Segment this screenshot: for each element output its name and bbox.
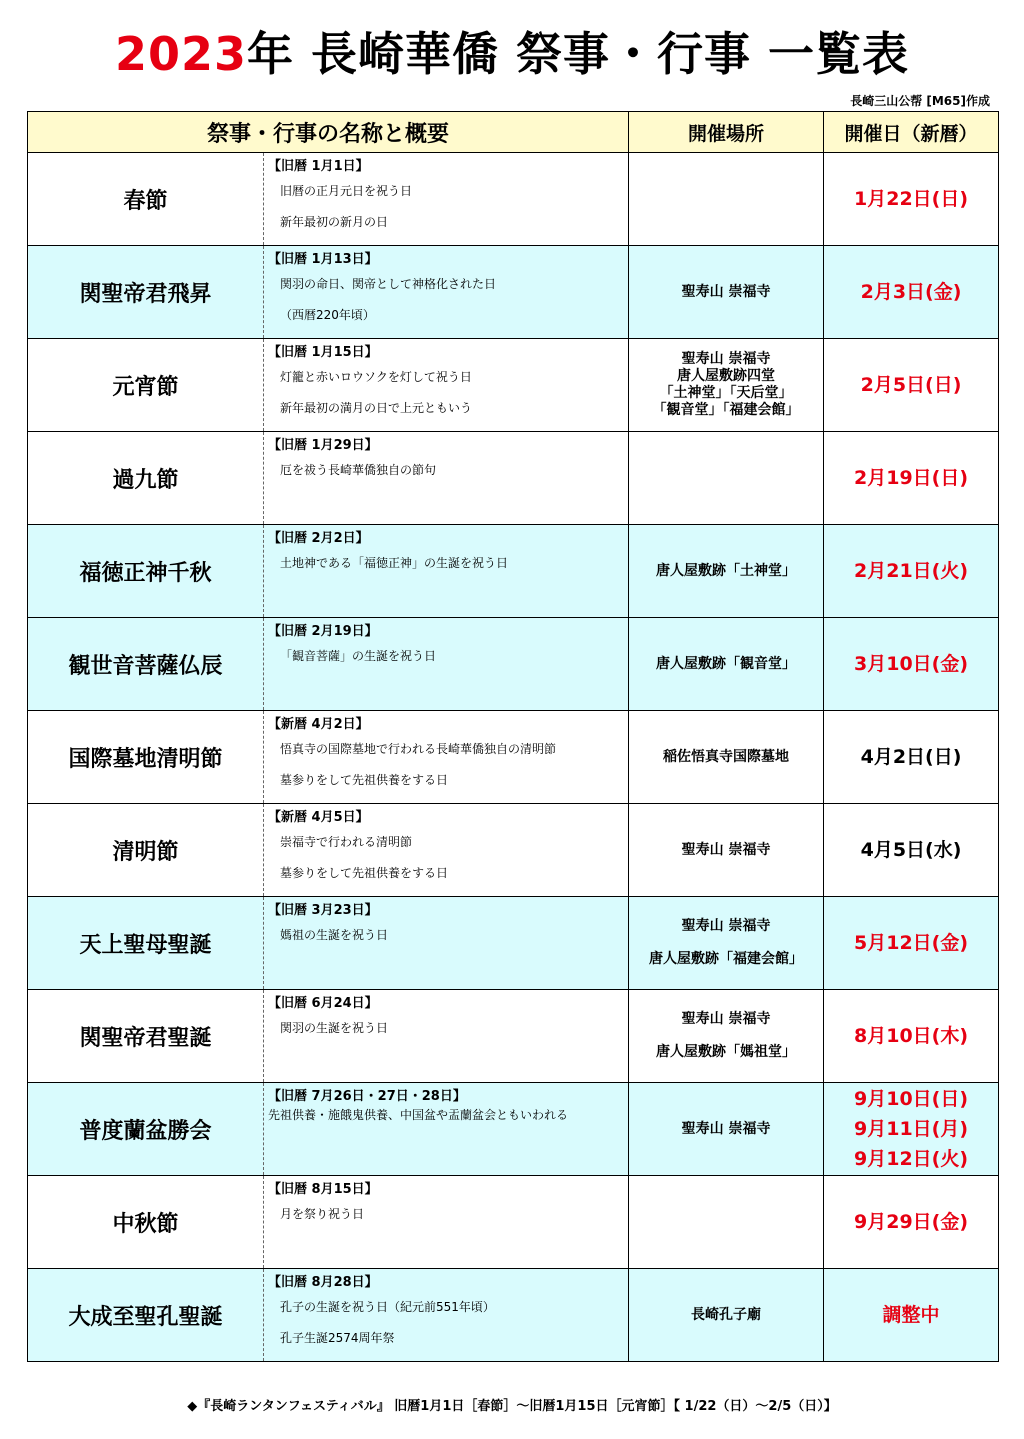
- event-description: [264, 618, 629, 711]
- event-venue: [629, 711, 824, 804]
- event-desc-line: 崇福寺で行われる清明節: [280, 835, 413, 849]
- event-lunar-date: 【旧暦 6月24日】: [268, 996, 378, 1011]
- event-description: [264, 153, 629, 246]
- event-venue: [629, 432, 824, 525]
- event-date-line: 9月29日(金): [854, 1211, 969, 1233]
- event-name: 清明節: [28, 804, 264, 897]
- table-row: [28, 897, 999, 990]
- table-row: [28, 804, 999, 897]
- table-row: [28, 1269, 999, 1362]
- event-date-line: 2月21日(火): [854, 560, 969, 582]
- event-desc-line: 墓参りをして先祖供養をする日: [280, 773, 449, 787]
- event-lunar-date: 【旧暦 1月15日】: [268, 345, 378, 360]
- event-date: [824, 153, 999, 246]
- event-venue: [629, 153, 824, 246]
- footer-note: ◆『長崎ランタンフェスティバル』 旧暦1月1日［春節］～旧暦1月15日［元宵節］【 1/22（日）～2/5（日）】: [187, 1399, 837, 1414]
- event-date-line: 調整中: [882, 1304, 940, 1326]
- event-date: [824, 1083, 999, 1176]
- event-name: 関聖帝君飛昇: [28, 246, 264, 339]
- table-row: [28, 432, 999, 525]
- event-desc-line: 月を祭り祝う日: [280, 1207, 365, 1221]
- event-venue: [629, 246, 824, 339]
- event-description: [264, 711, 629, 804]
- header-date: 開催日（新暦）: [824, 112, 999, 153]
- event-desc-line: 新年最初の新月の日: [280, 215, 389, 229]
- table-row: [28, 153, 999, 246]
- event-desc-line: 旧暦の正月元日を祝う日: [280, 184, 413, 198]
- event-desc-line: 媽祖の生誕を祝う日: [280, 928, 389, 942]
- event-date-line: 4月2日(日): [860, 746, 962, 768]
- table-header-row: [28, 112, 999, 153]
- event-date: [824, 897, 999, 990]
- event-name: 元宵節: [28, 339, 264, 432]
- event-lunar-date: 【旧暦 1月29日】: [268, 438, 378, 453]
- event-date-line: 4月5日(水): [860, 839, 962, 861]
- event-venue: [629, 1083, 824, 1176]
- event-venue-line: 聖寿山 崇福寺: [681, 1120, 771, 1137]
- event-date: [824, 432, 999, 525]
- event-lunar-date: 【新暦 4月2日】: [268, 717, 369, 732]
- event-venue-line: 長崎孔子廟: [691, 1306, 762, 1323]
- event-name: 中秋節: [28, 1176, 264, 1269]
- event-venue: [629, 897, 824, 990]
- event-venue-line: 唐人屋敷跡四堂: [677, 368, 776, 384]
- event-desc-line: 厄を祓う長崎華僑独自の節句: [280, 463, 437, 477]
- event-venue: [629, 525, 824, 618]
- event-lunar-date: 【旧暦 7月26日・27日・28日】: [268, 1089, 466, 1104]
- page-title: [0, 18, 1024, 84]
- event-date: [824, 618, 999, 711]
- table-row: [28, 990, 999, 1083]
- event-venue: [629, 618, 824, 711]
- event-venue-line: 「土神堂」「天后堂」: [659, 385, 793, 401]
- table-row: [28, 1176, 999, 1269]
- event-name: 普度蘭盆勝会: [28, 1083, 264, 1176]
- event-name: 過九節: [28, 432, 264, 525]
- event-desc-line: 孔子の生誕を祝う日（紀元前551年頃）: [280, 1300, 495, 1314]
- event-name: 関聖帝君聖誕: [28, 990, 264, 1083]
- event-date-line: 2月19日(日): [854, 467, 969, 489]
- event-desc-line: 灯籠と赤いロウソクを灯して祝う日: [280, 370, 472, 384]
- table-row: [28, 525, 999, 618]
- event-date-line: 5月12日(金): [854, 932, 969, 954]
- event-date-line: 1月22日(日): [854, 188, 969, 210]
- event-venue-line: 唐人屋敷跡「媽祖堂」: [656, 1044, 797, 1060]
- event-desc-line: 孔子生誕2574周年祭: [280, 1331, 395, 1345]
- title-text: 年 長崎華僑 祭事・行事 一覧表: [246, 27, 910, 81]
- event-venue-line: 稲佐悟真寺国際墓地: [663, 748, 790, 765]
- event-description: [264, 339, 629, 432]
- event-name: 大成至聖孔聖誕: [28, 1269, 264, 1362]
- event-venue-line: 聖寿山 崇福寺: [681, 1011, 771, 1027]
- event-date-line: 3月10日(金): [854, 653, 969, 675]
- event-description: [264, 246, 629, 339]
- event-venue-line: 唐人屋敷跡「福建会館」: [649, 951, 804, 967]
- event-venue: [629, 339, 824, 432]
- table-body: [28, 153, 999, 1362]
- event-venue-line: 聖寿山 崇福寺: [681, 841, 771, 858]
- header-name: 祭事・行事の名称と概要: [28, 112, 629, 153]
- event-lunar-date: 【新暦 4月5日】: [268, 810, 369, 825]
- event-name: 天上聖母聖誕: [28, 897, 264, 990]
- event-venue-line: 唐人屋敷跡「観音堂」: [656, 655, 797, 672]
- event-description: [264, 432, 629, 525]
- event-date-line: 2月3日(金): [860, 281, 962, 303]
- event-date-line: 9月11日(月): [854, 1118, 969, 1140]
- event-date: [824, 1269, 999, 1362]
- event-date-line: 9月10日(日): [854, 1088, 969, 1110]
- event-name: 春節: [28, 153, 264, 246]
- table-row: [28, 618, 999, 711]
- events-table: [27, 111, 999, 1362]
- event-venue: [629, 990, 824, 1083]
- table-row: [28, 711, 999, 804]
- event-desc-line: （西暦220年頃）: [280, 308, 375, 322]
- event-venue: [629, 804, 824, 897]
- event-description: [264, 525, 629, 618]
- event-date: [824, 711, 999, 804]
- event-name: 福徳正神千秋: [28, 525, 264, 618]
- event-description: [264, 1083, 629, 1176]
- event-venue: [629, 1176, 824, 1269]
- event-lunar-date: 【旧暦 2月2日】: [268, 531, 369, 546]
- event-venue-line: 唐人屋敷跡「土神堂」: [656, 562, 797, 579]
- event-desc-line: 悟真寺の国際墓地で行われる長崎華僑独自の清明節: [280, 742, 557, 756]
- event-venue-line: 聖寿山 崇福寺: [681, 351, 771, 367]
- event-date: [824, 339, 999, 432]
- event-lunar-date: 【旧暦 3月23日】: [268, 903, 378, 918]
- event-venue-line: 聖寿山 崇福寺: [681, 918, 771, 934]
- event-venue: [629, 1269, 824, 1362]
- event-desc-line: 土地神である「福徳正神」の生誕を祝う日: [280, 556, 509, 570]
- event-venue-line: 聖寿山 崇福寺: [681, 283, 771, 300]
- event-date: [824, 1176, 999, 1269]
- event-lunar-date: 【旧暦 2月19日】: [268, 624, 378, 639]
- event-lunar-date: 【旧暦 1月1日】: [268, 159, 369, 174]
- event-date: [824, 246, 999, 339]
- event-date: [824, 525, 999, 618]
- event-date-line: 8月10日(木): [854, 1025, 969, 1047]
- table-row: [28, 339, 999, 432]
- event-date-line: 9月12日(火): [854, 1148, 969, 1170]
- header-venue: 開催場所: [629, 112, 824, 153]
- event-lunar-date: 【旧暦 1月13日】: [268, 252, 378, 267]
- event-name: 国際墓地清明節: [28, 711, 264, 804]
- event-date: [824, 804, 999, 897]
- table-row: [28, 246, 999, 339]
- table-row: [28, 1083, 999, 1176]
- event-desc-line: 関羽の命日、関帝として神格化された日: [280, 277, 497, 291]
- event-description: [264, 1176, 629, 1269]
- event-name: 観世音菩薩仏辰: [28, 618, 264, 711]
- event-description: [264, 804, 629, 897]
- event-lunar-date: 【旧暦 8月28日】: [268, 1275, 378, 1290]
- event-desc-line: 新年最初の満月の日で上元ともいう: [280, 401, 473, 415]
- event-desc-line: 関羽の生誕を祝う日: [280, 1021, 389, 1035]
- event-lunar-date: 【旧暦 8月15日】: [268, 1182, 378, 1197]
- event-desc-line: 先祖供養・施餓鬼供養、中国盆や盂蘭盆会ともいわれる: [268, 1108, 569, 1122]
- event-description: [264, 990, 629, 1083]
- event-desc-line: 「観音菩薩」の生誕を祝う日: [280, 649, 437, 663]
- event-desc-line: 墓参りをして先祖供養をする日: [280, 866, 449, 880]
- title-year: 2023: [114, 27, 247, 81]
- author-credit: 長崎三山公帮 [M65]作成: [850, 94, 990, 108]
- event-description: [264, 897, 629, 990]
- event-venue-line: 「観音堂」「福建会館」: [652, 402, 800, 418]
- event-description: [264, 1269, 629, 1362]
- event-date-line: 2月5日(日): [860, 374, 962, 396]
- event-date: [824, 990, 999, 1083]
